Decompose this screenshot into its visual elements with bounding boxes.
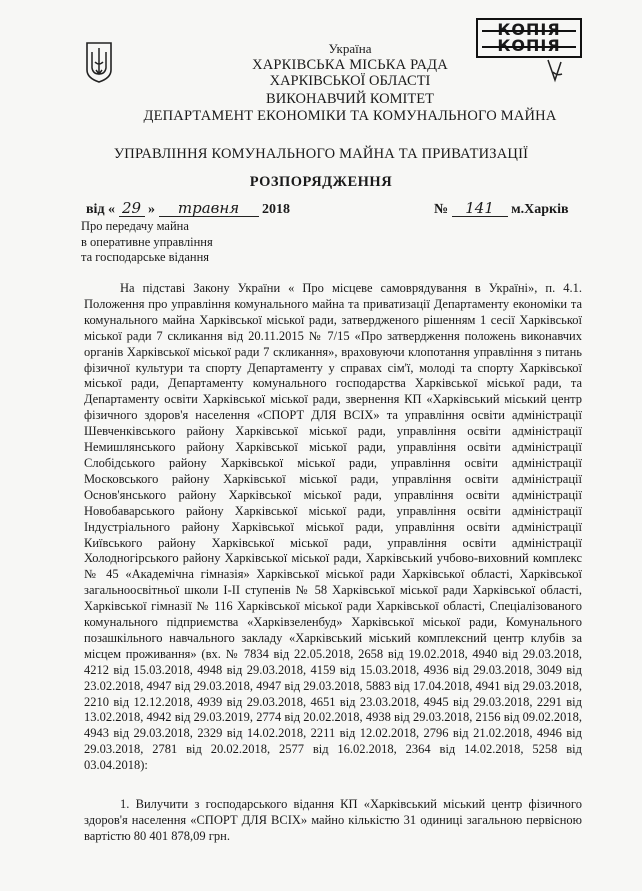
stamp-strike-1 bbox=[482, 30, 576, 32]
subject-line-3: та господарське відання bbox=[81, 250, 210, 264]
date-year: 2018 bbox=[262, 202, 291, 217]
document-number bbox=[434, 201, 569, 218]
date-prefix: від « bbox=[86, 202, 116, 217]
header-region: ХАРКІВСЬКОЇ ОБЛАСТІ bbox=[269, 73, 431, 89]
date-day: 29 bbox=[119, 201, 145, 217]
subject-line-1: Про передачу майна bbox=[81, 219, 189, 233]
date-month: травня bbox=[159, 201, 259, 217]
document-date bbox=[86, 201, 290, 218]
header-executive-committee: ВИКОНАВЧИЙ КОМІТЕТ bbox=[266, 91, 434, 107]
document-city: м.Харків bbox=[511, 202, 569, 217]
issuing-office: УПРАВЛІННЯ КОМУНАЛЬНОГО МАЙНА ТА ПРИВАТИЗАЦІЇ bbox=[113, 146, 529, 162]
header-city-council: ХАРКІВСЬКА МІСЬКА РАДА bbox=[252, 57, 448, 73]
body-paragraph-2: 1. Вилучити з господарського відання КП «Харківський міський центр фізичного здоров'я населення «СПОРТ ДЛЯ ВСІХ» майно кількістю 31 одиниці загальною первісною вартістю 80 401 878,09 грн. bbox=[84, 797, 582, 843]
number-label: № bbox=[434, 202, 449, 217]
date-separator: » bbox=[148, 202, 156, 217]
body-paragraph-1: На підставі Закону України « Про місцеве самоврядування в Україні», п. 4.1. Положення про управління комунального майна та приватизації Департаменту економіки та комунального майна Харківської міської ради, затвердженого рішенням 1 сесії Харківської міської ради 7 скликання від 20.11.2015 № 7/15 «Про затвердження положень виконавчих органів Харківської міської ради 7 скликання», враховуючи клопотання управління з питань фізичної культури та спорту Департаменту у справах сім'ї, молоді та спорту Харківської міської ради, Департаменту комунального господарства Харківської міської ради, та Департаменту освіти Харківської міської ради, звернення КП «Харківський міський центр фізичного здоров'я населення «СПОРТ ДЛЯ ВСІХ» та управління освіти адміністрації Шевченківського району Харківської міської ради, управління освіти адміністрації Немишлянського району Харківської міської ради, управління освіти адміністрації Слобідського району Харківської міської ради, управління освіти адміністрації Московського району Харківської міської ради, управління освіти адміністрації Основ'янського району Харківської міської ради, управління освіти адміністрації Новобаварського району Харківської міської ради, управління освіти адміністрації Індустріального району Харківської міської ради, управління освіти адміністрації Київського району Харківської міської ради, управління освіти адміністрації Холодногірського району Харківської міської ради, Харківський учбово-виховний комплекс № 45 «Академічна гімназія» Харківської міської ради Харківської області, Харківської загальноосвітньої школи І-ІІ ступенів № 58 Харківської міської ради Харківської області, Харківської гімназії № 116 Харківської міської ради Харківської області, Спеціалізованого комунального підприємства «Харківзеленбуд» Харківської міської ради, Комунального позашкільного навчального закладу «Харківський міський комплексний центр клубів за місцем проживання» (вх. № 7834 від 22.05.2018, 2658 від 19.02.2018, 4940 від 29.03.2018, 4212 від 15.03.2018, 4948 від 29.03.2018, 4159 від 15.03.2018, 4936 від 29.03.2018, 3049 від 23.02.2018, 4947 від 29.03.2018, 4947 від 29.03.2018, 5883 від 17.04.2018, 4941 від 29.03.2018, 2210 від 12.12.2018, 4939 від 29.03.2018, 4651 від 23.03.2018, 4945 від 29.03.2018, 2291 від 13.02.2018, 4942 від 29.03.2019, 2774 від 20.02.2018, 4938 від 29.03.2018, 2156 від 09.02.2018, 4943 від 29.03.2018, 2329 від 14.02.2018, 2211 від 12.02.2018, 2796 від 21.02.2018, 4946 від 29.03.2018, 2781 від 20.02.2018, 2577 від 16.02.2018, 2364 від 14.02.2018, 5258 від 03.04.2018): bbox=[84, 281, 582, 773]
document-title: РОЗПОРЯДЖЕННЯ bbox=[249, 174, 393, 190]
document-subject bbox=[81, 219, 213, 266]
subject-line-2: в оперативне управління bbox=[81, 234, 213, 249]
header-department: ДЕПАРТАМЕНТ ЕКОНОМІКИ ТА КОМУНАЛЬНОГО МАЙНА bbox=[143, 108, 557, 124]
header-country: Україна bbox=[328, 41, 372, 56]
number-value: 141 bbox=[452, 201, 508, 217]
